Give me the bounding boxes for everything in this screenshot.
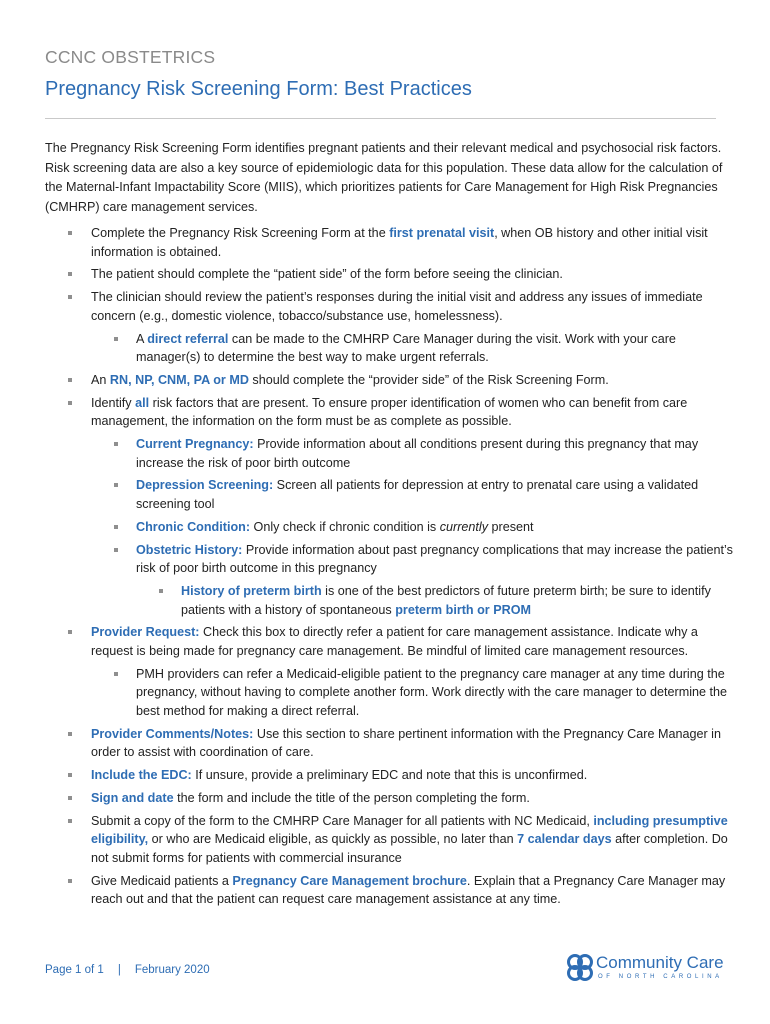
body-text: present (488, 519, 534, 534)
highlighted-text: including presumptive eligibility, (91, 813, 728, 847)
highlighted-text: all (135, 395, 150, 410)
highlighted-text: Sign and date (91, 790, 174, 805)
body-text: Complete the Pregnancy Risk Screening Form at the (91, 226, 390, 240)
body-text: Provide information about past pregnancy complications that may increase the patient’s risk of poor birth outcome in this pregnancy (136, 542, 733, 576)
body-text: , when OB history and other initial visit information is obtained. (91, 226, 708, 259)
body-text: . Explain that a Pregnancy Care Manager may reach out and that the patient can request care management assistance at any time. (91, 873, 726, 907)
community-care-logo (566, 953, 736, 985)
bullet-marker (114, 548, 118, 552)
body-text: can be made to the CMHRP Care Manager during the visit. Work with your care manager(s) to determine the best way to make urgent referrals. (136, 331, 676, 365)
body-text: is one of the best predictors of future preterm birth; be sure to identify patients with a history of spontaneous (181, 583, 711, 617)
body-text: The patient should complete the “patient side” of the form before seeing the clinician. (91, 267, 563, 282)
list-item-level-1 (91, 766, 733, 785)
body-text: If unsure, provide a preliminary EDC and note that this is unconfirmed. (191, 768, 588, 783)
body-text: PMH providers can refer a Medicaid-eligible patient to the pregnancy care manager at any time during the pregnancy, without having to complete another form. Work directly with the care manager to determine the best method for making a direct referral. (136, 666, 728, 718)
logo-subtitle: OF NORTH CAROLINA (598, 974, 723, 980)
bullet-marker (68, 630, 72, 634)
highlighted-text: RN, NP, CNM, PA or MD (109, 372, 249, 387)
bullet-marker (68, 879, 72, 883)
bullet-marker (114, 442, 118, 446)
bullet-marker (68, 773, 72, 777)
bullet-marker (68, 378, 72, 382)
emphasized-text: currently (439, 519, 489, 534)
list-item-level-2 (136, 541, 733, 578)
list-item-level-1 (91, 394, 733, 431)
highlighted-text: Obstetric History: (136, 542, 243, 557)
bullet-marker (68, 732, 72, 736)
list-item-level-3 (181, 582, 733, 619)
section-eyebrow: CCNC OBSTETRICS (45, 47, 216, 67)
bullet-marker (68, 401, 72, 405)
list-item-level-1 (91, 872, 733, 909)
body-text: An (91, 372, 110, 387)
bullet-marker (68, 819, 72, 823)
body-text: Submit a copy of the form to the CMHRP Care Manager for all patients with NC Medicaid, (91, 813, 594, 828)
highlighted-text: History of preterm birth (181, 583, 322, 598)
list-item-level-1 (91, 812, 733, 868)
list-item-level-1 (91, 371, 733, 390)
list-item-level-1 (91, 265, 733, 284)
list-item-level-1 (91, 623, 733, 660)
bullet-marker (68, 231, 72, 235)
bullet-marker (159, 589, 163, 593)
bullet-marker (114, 337, 118, 341)
bullet-marker (114, 525, 118, 529)
body-text: Check this box to directly refer a patient for care management assistance. Indicate why a request is being made for pregnancy care management. Be mindful of limited care management resources. (91, 625, 698, 658)
title-divider (45, 118, 716, 119)
logo-mark-icon (566, 953, 594, 983)
footer-separator: | (117, 964, 121, 976)
highlighted-text: direct referral (147, 331, 229, 346)
body-text: Provide information about all conditions present during this pregnancy that may increase the risk of poor birth outcome (136, 437, 699, 470)
bullet-marker (114, 483, 118, 487)
best-practices-list (0, 224, 770, 913)
list-item-level-1 (91, 224, 733, 261)
page-title: Pregnancy Risk Screening Form: Best Practices (45, 78, 472, 100)
logo-name: Community Care (596, 953, 724, 972)
list-item-level-1 (91, 725, 733, 762)
highlighted-text: Provider Request: (91, 625, 200, 640)
bullet-marker (68, 295, 72, 299)
highlighted-text: Depression Screening: (136, 478, 274, 493)
highlighted-text: Current Pregnancy: (136, 437, 254, 452)
body-text: after completion. Do not submit forms for patients with commercial insurance (91, 832, 728, 865)
body-text: Use this section to share pertinent information with the Pregnancy Care Manager in order to assist with coordination of care. (91, 726, 721, 760)
list-item-level-1 (91, 288, 733, 325)
highlighted-text: preterm birth or PROM (395, 602, 531, 617)
body-text: The clinician should review the patient’s responses during the initial visit and address any issues of immediate concern (e.g., domestic violence, tobacco/substance use, homelessness). (91, 290, 703, 323)
list-item-level-2 (136, 476, 733, 513)
body-text: Screen all patients for depression at entry to prenatal care using a validated screening tool (136, 478, 699, 512)
highlighted-text: first prenatal visit (389, 226, 495, 240)
list-item-level-2 (136, 518, 733, 537)
body-text: Only check if chronic condition is (250, 519, 440, 534)
highlighted-text: Pregnancy Care Management brochure (232, 873, 467, 888)
body-text: A (136, 331, 148, 346)
highlighted-text: 7 calendar days (517, 832, 612, 847)
body-text: the form and include the title of the person completing the form. (173, 790, 530, 805)
body-text: Give Medicaid patients a (91, 873, 233, 888)
bullet-marker (68, 796, 72, 800)
page-number: Page 1 of 1 (45, 964, 104, 976)
footer (45, 964, 210, 976)
bullet-marker (114, 672, 118, 676)
highlighted-text: Chronic Condition: (136, 519, 251, 534)
bullet-marker (68, 272, 72, 276)
highlighted-text: Include the EDC: (91, 768, 192, 783)
list-item-level-2 (136, 435, 733, 472)
body-text: or who are Medicaid eligible, as quickly as possible, no later than (148, 832, 518, 847)
body-text: risk factors that are present. To ensure proper identification of women who can benefit from care management, the information on the form must be as complete as possible. (91, 395, 688, 429)
intro-paragraph: The Pregnancy Risk Screening Form identifies pregnant patients and their relevant medical and psychosocial risk factors. Risk screening data are also a key source of epidemiologic data for this population. These data allow for the calculation of the Maternal-Infant Impactability Score (MIIS), which prioritizes patients for Care Management for High Risk Pregnancies (CMHRP) care management services. (45, 141, 723, 214)
list-item-level-2 (136, 665, 733, 721)
body-text: should complete the “provider side” of the Risk Screening Form. (248, 372, 609, 387)
footer-date: February 2020 (134, 964, 210, 976)
body-text: Identify (91, 395, 136, 410)
highlighted-text: Provider Comments/Notes: (91, 726, 254, 741)
list-item-level-2 (136, 330, 733, 367)
list-item-level-1 (91, 789, 733, 808)
